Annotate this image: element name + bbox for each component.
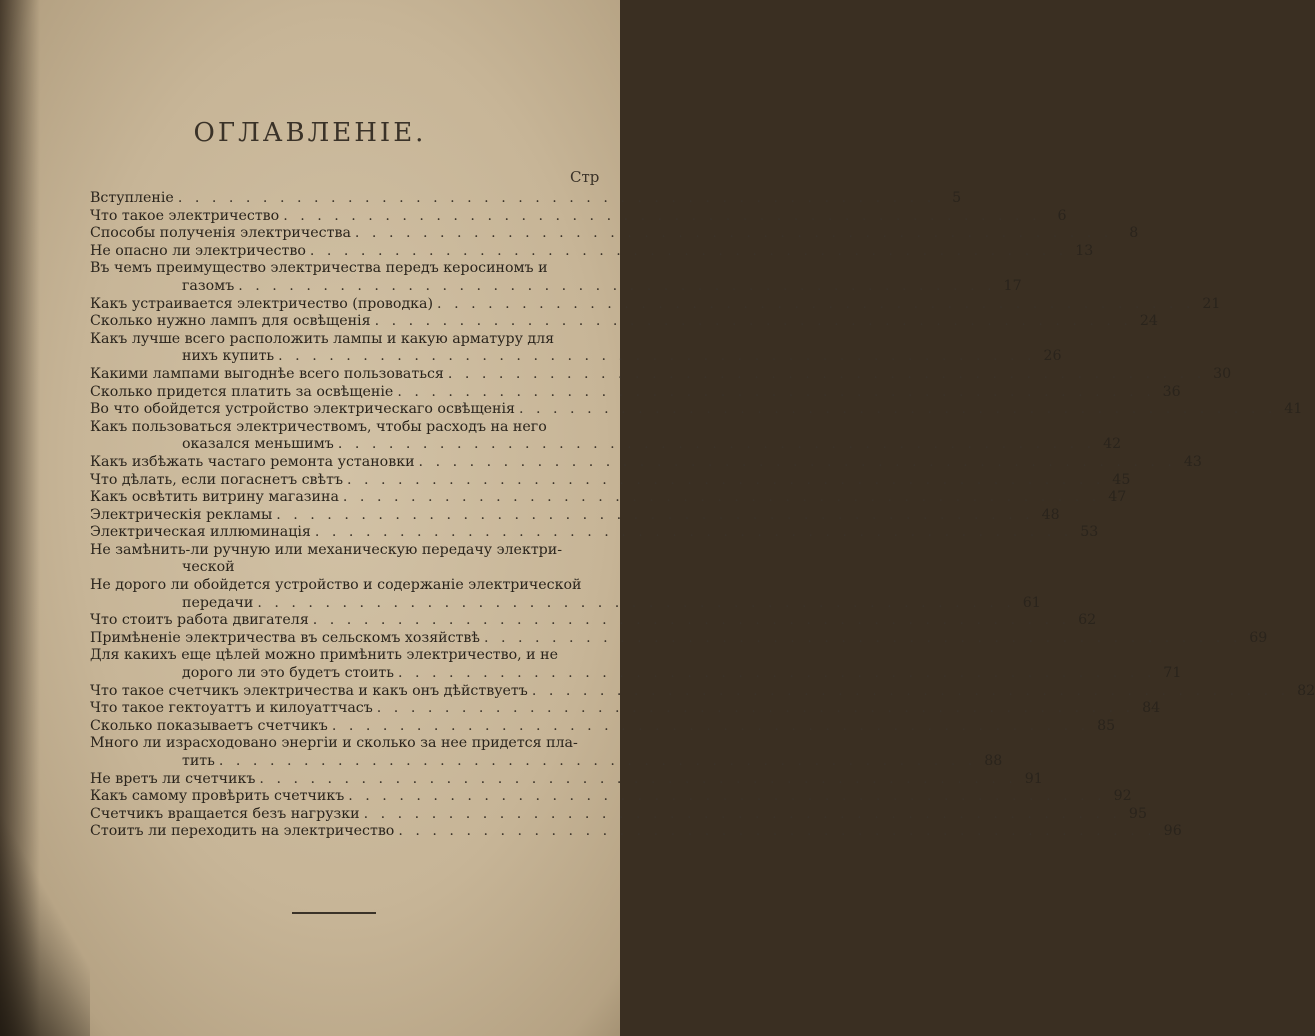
toc-entry xyxy=(90,207,1067,226)
toc-entry-title: Не опасно ли электричество xyxy=(90,242,306,259)
toc-entry xyxy=(90,717,1116,736)
toc-entry-title: Много ли израсходовано энергіи и сколько за нее придется пла- xyxy=(90,735,578,752)
page-title: ОГЛАВЛЕНIЕ. xyxy=(193,118,427,148)
dot-leader: . . . . . . . . . . . . . . . . . . . . . . . . . . . . . . . . . . . . . . . . . . . . . xyxy=(238,277,996,294)
toc-page-number: 61 xyxy=(1022,594,1041,611)
dot-leader: . . . . . . . . . . . . . . . . . . . . . . . . . . . . . . . . . . . . . . . . . . . . . xyxy=(276,506,1034,523)
toc-page-number: 8 xyxy=(1129,225,1139,242)
toc-page-number: 85 xyxy=(1097,717,1116,734)
toc-entry-title: Что дѣлать, если погаснетъ свѣтъ xyxy=(90,471,343,488)
toc-page-number: 92 xyxy=(1113,788,1132,805)
toc-page-number: 26 xyxy=(1043,348,1062,365)
toc-entry-title: Какъ освѣтить витрину магазина xyxy=(90,489,339,506)
toc-page-number: 84 xyxy=(1142,700,1161,717)
toc-entry xyxy=(90,506,1060,525)
toc-entry-title: Сколько придется платить за освѣщеніе xyxy=(90,383,394,400)
toc-entry xyxy=(90,629,1268,648)
toc-page-number: 36 xyxy=(1162,383,1181,400)
toc-entry xyxy=(90,577,1041,612)
toc-entry-title: Что такое счетчикъ электричества и какъ онъ дѣйствуетъ xyxy=(90,682,528,699)
toc-entry xyxy=(90,471,1131,490)
toc-page-number: 17 xyxy=(1003,277,1022,294)
dot-leader: . . . . . . . . . . . . . . . . . . . . . . . . . . . . . . . . . . . . . . . . . . . . . xyxy=(518,401,1277,418)
dot-leader: . . . . . . . . . . . . . . . . . . . . . . . . . . . . . . . . . . . . . . . . . . . . . xyxy=(331,717,1090,734)
toc-entry-title: Какъ устраивается электричество (проводка) xyxy=(90,295,434,312)
toc-page-number: 48 xyxy=(1041,506,1060,523)
toc-page-number: 43 xyxy=(1183,453,1202,470)
toc-entry-title: газомъ xyxy=(182,277,235,294)
dot-leader: . . . . . . . . . . . . . . . . . . . . . . . . . . . . . . . . . . . . . . . . . . . . . xyxy=(309,242,1068,259)
toc-entry-title: нихъ купить xyxy=(182,348,275,365)
dot-leader: . . . . . . . . . . . . . . . . . . . . . . . . . . . . . . . . . . . . . . . . . . . . . xyxy=(348,788,1106,805)
toc-entry-title: Что такое электричество xyxy=(90,207,280,224)
toc-entry xyxy=(90,542,598,577)
dot-leader: . . . . . . . . . . . . . . . . . . . . . . . . . . . . . . . . . . . . . . . . . . . . . xyxy=(447,365,1206,382)
toc-page-number: 96 xyxy=(1163,823,1182,840)
dot-leader: . . . . . . . . . . . . . . . . . . . . . . . . . . . . . . . . . . . . . . . . . . . . . xyxy=(354,225,1113,242)
toc-page-number: 62 xyxy=(1078,612,1097,629)
toc-entry-title: Въ чемъ преимущество электричества передъ керосиномъ и xyxy=(90,260,548,277)
toc-entry-title: Какъ избѣжать частаго ремонта установки xyxy=(90,453,415,470)
toc-entry xyxy=(90,295,1221,314)
dot-leader: . . . . . . . . . . . . . . . . . . . . . . . . . . . . . . . . . . . . . . . . . . . . . xyxy=(278,348,1036,365)
toc-entry-title: дорого ли это будетъ стоить xyxy=(182,665,394,682)
toc-page-number: 69 xyxy=(1249,629,1268,646)
toc-entry xyxy=(90,524,1099,542)
toc-page-number: 13 xyxy=(1075,242,1094,259)
toc-entry-title: Счетчикъ вращается безъ нагрузки xyxy=(90,805,360,822)
dot-leader: . . . . . . . . . . . . . . . . . . . . . . . . . . . . . . . . . . . . . . . . . . . . . xyxy=(337,436,1096,453)
toc-entry-title: Не замѣнить-ли ручную или механическую передачу электри- xyxy=(90,541,562,558)
toc-entry-title: Вступленіе xyxy=(90,190,174,206)
toc-entry-title: Во что обойдется устройство электрическаго освѣщенія xyxy=(90,401,515,418)
dot-leader: . . . . . . . . . . . . . . . . . . . . . . . . . . . . . . . . . . . . . . . . . . . . . xyxy=(437,295,1195,312)
toc-entry-title: Для какихъ еще цѣлей можно примѣнить электричество, и не xyxy=(90,647,559,664)
toc-page-number: 53 xyxy=(1080,524,1099,541)
toc-entry-title: Что стоитъ работа двигателя xyxy=(90,612,309,629)
toc-page-number: 42 xyxy=(1103,436,1122,453)
toc-entry xyxy=(90,700,1161,718)
toc-entry xyxy=(90,365,1232,384)
toc-page-number: 47 xyxy=(1108,489,1127,506)
toc-entry-title: оказался меньшимъ xyxy=(182,436,334,453)
toc-entry xyxy=(90,805,1147,824)
toc-page-number: 30 xyxy=(1213,365,1232,382)
dot-leader: . . . . . . . . . . . . . . . . . . . . . . . . . . . . . . . . . . . . . . . . . . . . . xyxy=(218,753,977,769)
toc-entry-title: Стоитъ ли переходить на электричество xyxy=(90,823,395,840)
dot-leader: . . . . . . . . . . . . . . . . . . . . . . . . . . . . . . . . . . . . . . . . . . . . . xyxy=(418,453,1176,470)
toc-entry xyxy=(90,788,1132,806)
dot-leader: . . . . . . . . . . . . . . . . . . . . . . . . . . . . . . . . . . . . . . . . . . . . . xyxy=(283,207,1041,224)
toc-entry-title: передачи xyxy=(182,594,254,611)
toc-entry-title: Сколько нужно лампъ для освѣщенія xyxy=(90,313,371,330)
corner-shadow xyxy=(0,816,90,1036)
dot-leader: . . . . . . . . . . . . . . . . . . . . . . . . . . . . . . . . . . . . . . . . . . . . . xyxy=(483,629,1242,646)
dot-leader: . . . . . . . . . . . . . . . . . . . . . . . . . . . . . . . . . . . . . . . . . . . . . xyxy=(397,383,1155,400)
dot-leader: . . . . . . . . . . . . . . . . . . . . . . . . . . . . . . . . . . . . . . . . . . . . . xyxy=(346,471,1105,488)
toc-entry-title: Способы полученія электричества xyxy=(90,225,351,242)
dot-leader: . . . . . . . . . . . . . . . . . . . . . . . . . . . . . . . . . . . . . . . . . . . . . xyxy=(257,594,1015,611)
toc-entry xyxy=(90,242,1094,261)
toc-entry-title: Что такое гектоуаттъ и килоуаттчасъ xyxy=(90,700,373,717)
toc-entry-title: Какими лампами выгоднѣе всего пользоваться xyxy=(90,365,444,382)
closing-rule xyxy=(292,912,376,914)
toc-entry-title: Электрическая иллюминація xyxy=(90,524,311,541)
toc-page-number: 24 xyxy=(1139,313,1158,330)
toc-entry xyxy=(90,330,1062,366)
toc-page-number: 21 xyxy=(1202,295,1221,312)
toc-page-number: 88 xyxy=(984,753,1003,769)
toc-entry xyxy=(90,313,1158,331)
toc-entry xyxy=(90,489,1127,507)
toc-entry xyxy=(90,735,1003,770)
toc-entry xyxy=(90,823,1182,841)
toc-entry xyxy=(90,190,962,208)
dot-leader: . . . . . . . . . . . . . . . . . . . . . . . . . . . . . . . . . . . . . . . . . . . . . xyxy=(531,682,1290,699)
dot-leader: . . . . . . . . . . . . . . . . . . . . . . . . . . . . . . . . . . . . . . . . . . . . . xyxy=(314,524,1073,541)
dot-leader: . . . . . . . . . . . . . . . . . . . . . . . . . . . . . . . . . . . . . . . . . . . . . xyxy=(363,805,1121,822)
dot-leader: . . . . . . . . . . . . . . . . . . . . . . . . . . . . . . . . . . . . . . . . . . . . . xyxy=(342,489,1101,506)
dot-leader: . . . . . . . . . . . . . . . . . . . . . . . . . . . . . . . . . . . . . . . . . . . . . xyxy=(398,823,1156,840)
toc-page-number: 95 xyxy=(1128,805,1147,822)
dot-leader: . . . . . . . . . . . . . . . . . . . . . . . . . . . . . . . . . . . . . . . . . . . . . xyxy=(177,190,936,206)
toc-entry-title: Какъ пользоваться электричествомъ, чтобы расходъ на него xyxy=(90,418,547,435)
toc-entry xyxy=(90,770,1043,789)
toc-entry xyxy=(90,260,1022,295)
toc-page-number: 71 xyxy=(1163,665,1182,682)
toc-entry xyxy=(90,225,1139,243)
toc-page-number: 5 xyxy=(952,190,962,206)
toc-entry xyxy=(90,453,1202,472)
toc-page-number: 82 xyxy=(1297,682,1315,699)
toc-entry-title: тить xyxy=(182,753,215,769)
page-column-header: Стр xyxy=(570,168,600,186)
toc-entry xyxy=(90,401,1303,419)
dot-leader: . . . . . . . . . . . . . . . . . . . . . . . . . . . . . . . . . . . . . . . . . . . . . xyxy=(312,612,1071,629)
toc-entry-title: ческой xyxy=(182,559,235,576)
dot-leader: . . . . . . . . . . . . . . . . . . . . . . . . . . . . . . . . . . . . . . . . . . . . . xyxy=(376,700,1135,717)
toc-page-number: 91 xyxy=(1024,770,1043,787)
toc-entry xyxy=(90,647,1182,682)
toc-entry-title: Не дорого ли обойдется устройство и содержаніе электрической xyxy=(90,577,582,594)
toc-entry xyxy=(90,682,1315,701)
dot-leader: . . . . . . . . . . . . . . . . . . . . . . . . . . . . . . . . . . . . . . . . . . . . . xyxy=(397,665,1156,682)
toc-entry xyxy=(90,418,1122,454)
toc-entry-title: Какъ самому провѣрить счетчикъ xyxy=(90,788,345,805)
table-of-contents xyxy=(90,190,1315,841)
dot-leader: . . . . . . . . . . . . . . . . . . . . . . . . . . . . . . . . . . . . . . . . . . . . . xyxy=(374,313,1132,330)
toc-entry-title: Какъ лучше всего расположить лампы и какую арматуру для xyxy=(90,330,555,347)
toc-page-number: 6 xyxy=(1057,207,1067,224)
toc-page-number: 45 xyxy=(1112,471,1131,488)
toc-entry-title: Электрическія рекламы xyxy=(90,506,273,523)
toc-page-number: 41 xyxy=(1284,401,1303,418)
toc-entry-title: Не вретъ ли счетчикъ xyxy=(90,770,256,787)
toc-entry xyxy=(90,612,1097,630)
toc-entry-title: Сколько показываетъ счетчикъ xyxy=(90,717,328,734)
toc-entry xyxy=(90,383,1181,402)
toc-entry-title: Примѣненіе электричества въ сельскомъ хозяйствѣ xyxy=(90,629,480,646)
dot-leader: . . . . . . . . . . . . . . . . . . . . . . . . . . . . . . . . . . . . . . . . . . . . . xyxy=(259,770,1017,787)
